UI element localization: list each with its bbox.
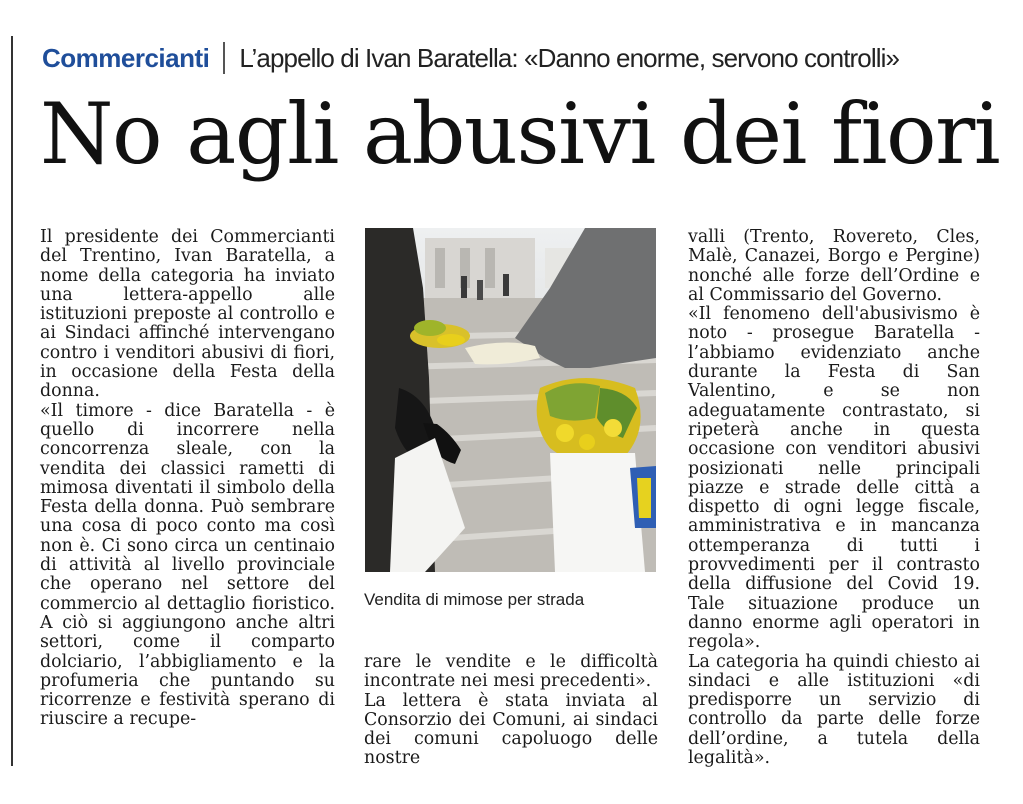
article-column-3 <box>688 228 980 768</box>
paragraph: rare le vendite e le difficoltà incontrate nei mesi precedenti». <box>364 652 658 692</box>
paragraph: Il presidente dei Commercianti del Trentino, Ivan Baratella, a nome della categoria ha inviato una lettera-appello alle istituzioni preposte al controllo e ai Sindaci affinché intervengano contro i venditori abusivi di fiori, in occasione della Festa della donna. <box>40 227 335 402</box>
kicker-separator <box>223 42 225 74</box>
mimosa-sale-photo <box>365 228 656 572</box>
paragraph: «Il timore - dice Baratella - è quello di incorrere nella concorrenza sleale, con la vendita dei classici rametti di mimosa diventati il simbolo della Festa della donna. Può sembrare una cosa di poco conto ma così non è. Ci sono circa un centinaio di attività al livello provinciale che operano nel settore del commercio al dettaglio fioristico. A ciò si aggiungono anche altri settori, come il comparto dolciario, l’abbigliamento e la profumeria che puntando su ricorrenze e festività sperano di riuscire a recupe- <box>40 400 335 730</box>
article-column-1 <box>40 228 335 730</box>
article-photo <box>365 228 656 572</box>
section-label: Commercianti <box>42 42 210 73</box>
article-column-2 <box>364 653 658 769</box>
article-subtitle: L’appello di Ivan Baratella: «Danno enorme, servono controlli» <box>239 42 900 73</box>
paragraph: «Il fenomeno dell'abusivismo è noto - prosegue Baratella - l’abbiamo evidenziato anche durante la Festa di San Valentino, e se non adeguatamente contrastato, si ripeterà anche in questa occasione con venditori abusivi posizionati nelle principali piazze e strade delle città a dispetto di ogni legge fiscale, amministrativa e in mancanza ottemperanza di tutti i provvedimenti per il contrasto della diffusione del Covid 19. Tale situazione produce un danno enorme agli operatori in regola». <box>688 304 980 653</box>
article-headline: No agli abusivi dei fiori <box>40 85 1000 183</box>
photo-caption: Vendita di mimose per strada <box>364 590 585 609</box>
paragraph: valli (Trento, Rovereto, Cles, Malè, Canazei, Borgo e Pergine) nonché alle forze dell’Ordine e al Commissario del Governo. <box>688 227 980 305</box>
paragraph: La categoria ha quindi chiesto ai sindaci e alle istituzioni «di predisporre un servizio di controllo da parte delle forze dell’ordine, a tutela della legalità». <box>688 651 980 769</box>
paragraph: La lettera è stata inviata al Consorzio dei Comuni, ai sindaci dei comuni capoluogo delle nostre <box>364 690 658 769</box>
left-margin-rule <box>11 36 13 766</box>
kicker-line <box>42 38 899 78</box>
